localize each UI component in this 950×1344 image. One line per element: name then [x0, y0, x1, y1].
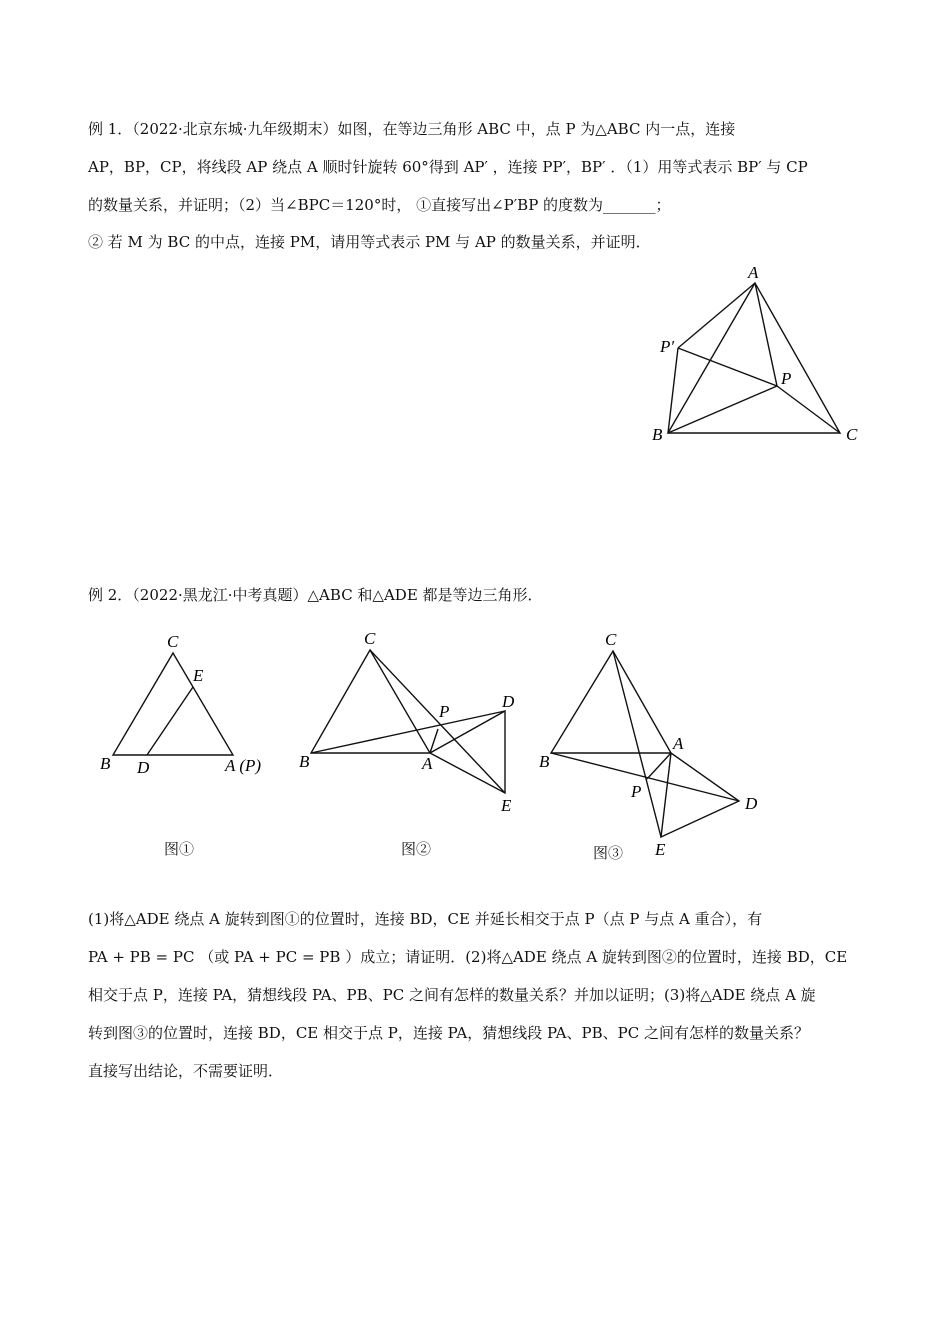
label-b: B: [100, 754, 111, 773]
triangle-abc: [113, 653, 233, 755]
example1-line-3: 的数量关系，并证明；（2）当∠BPC＝120°时， ①直接写出∠P′BP 的度数为_______；: [88, 196, 671, 214]
segment-ce: [370, 650, 505, 793]
label-p: P: [439, 702, 450, 721]
segment-bp: [668, 386, 777, 433]
label-p: P: [631, 782, 642, 801]
segment-ap-prime: [678, 283, 755, 348]
example2-figure-3: [535, 625, 770, 865]
segment-de: [147, 687, 193, 755]
label-a-p: A (P): [225, 756, 262, 775]
segment-cp: [777, 386, 840, 433]
example2-question-line-3: 相交于点 P，连接 PA，猜想线段 PA、PB、PC 之间有怎样的数量关系？并加以证明；(3)将△ADE 绕点 A 旋: [88, 986, 816, 1004]
example2-figure-2: [295, 625, 530, 825]
example1-line-1: 例 1．（2022·北京东城·九年级期末）如图，在等边三角形 ABC 中，点 P 为△ABC 内一点，连接: [88, 120, 736, 138]
triangle-abc: [311, 650, 430, 753]
label-c: C: [167, 632, 179, 651]
caption-figure-1: 图①: [164, 840, 195, 858]
label-b: B: [652, 425, 663, 444]
label-e: E: [193, 666, 204, 685]
label-c: C: [605, 630, 617, 649]
example1-line-2: AP，BP，CP，将线段 AP 绕点 A 顺时针旋转 60°得到 AP′ ，连接 PP′，BP′ ．（1）用等式表示 BP′ 与 CP: [88, 158, 808, 176]
label-d: D: [745, 794, 758, 813]
label-d: D: [137, 758, 150, 777]
label-c: C: [364, 629, 376, 648]
triangle-ade: [661, 753, 739, 837]
label-a: A: [673, 734, 684, 753]
label-p: P: [781, 369, 792, 388]
label-c: C: [846, 425, 858, 444]
example2-question-line-2: PA + PB = PC （或 PA + PC = PB ）成立；请证明．(2)将△ADE 绕点 A 旋转到图②的位置时，连接 BD，CE: [88, 948, 848, 966]
label-a: A: [748, 263, 759, 282]
example2-line-1: 例 2．（2022·黑龙江·中考真题）△ABC 和△ADE 都是等边三角形．: [88, 586, 543, 604]
example2-figure-1: [95, 625, 280, 785]
segment-ce: [613, 651, 661, 837]
example2-question-line-5: 直接写出结论，不需要证明．: [88, 1062, 284, 1080]
segment-bd: [311, 711, 505, 753]
label-b: B: [539, 752, 550, 771]
label-d: D: [502, 692, 515, 711]
segment-ap: [755, 283, 777, 386]
caption-figure-2: 图②: [401, 840, 432, 858]
example1-figure: [640, 258, 880, 458]
label-e: E: [655, 840, 666, 859]
label-e: E: [501, 796, 512, 815]
segment-pa: [647, 753, 671, 779]
segment-bp-prime: [668, 348, 678, 433]
label-p-prime: P′: [660, 337, 675, 356]
example1-line-4: ② 若 M 为 BC 的中点，连接 PM，请用等式表示 PM 与 AP 的数量关系，并证明．: [88, 233, 651, 251]
triangle-abc: [668, 283, 840, 433]
label-a: A: [422, 754, 433, 773]
label-b: B: [299, 752, 310, 771]
example2-question-line-4: 转到图③的位置时，连接 BD，CE 相交于点 P，连接 PA，猜想线段 PA、PB、PC 之间有怎样的数量关系？: [88, 1024, 809, 1042]
segment-pp-prime: [678, 348, 777, 386]
triangle-abc: [551, 651, 671, 753]
caption-figure-3: 图③: [593, 844, 624, 862]
example2-question-line-1: (1)将△ADE 绕点 A 旋转到图①的位置时，连接 BD，CE 并延长相交于点 P（点 P 与点 A 重合），有: [88, 910, 763, 928]
